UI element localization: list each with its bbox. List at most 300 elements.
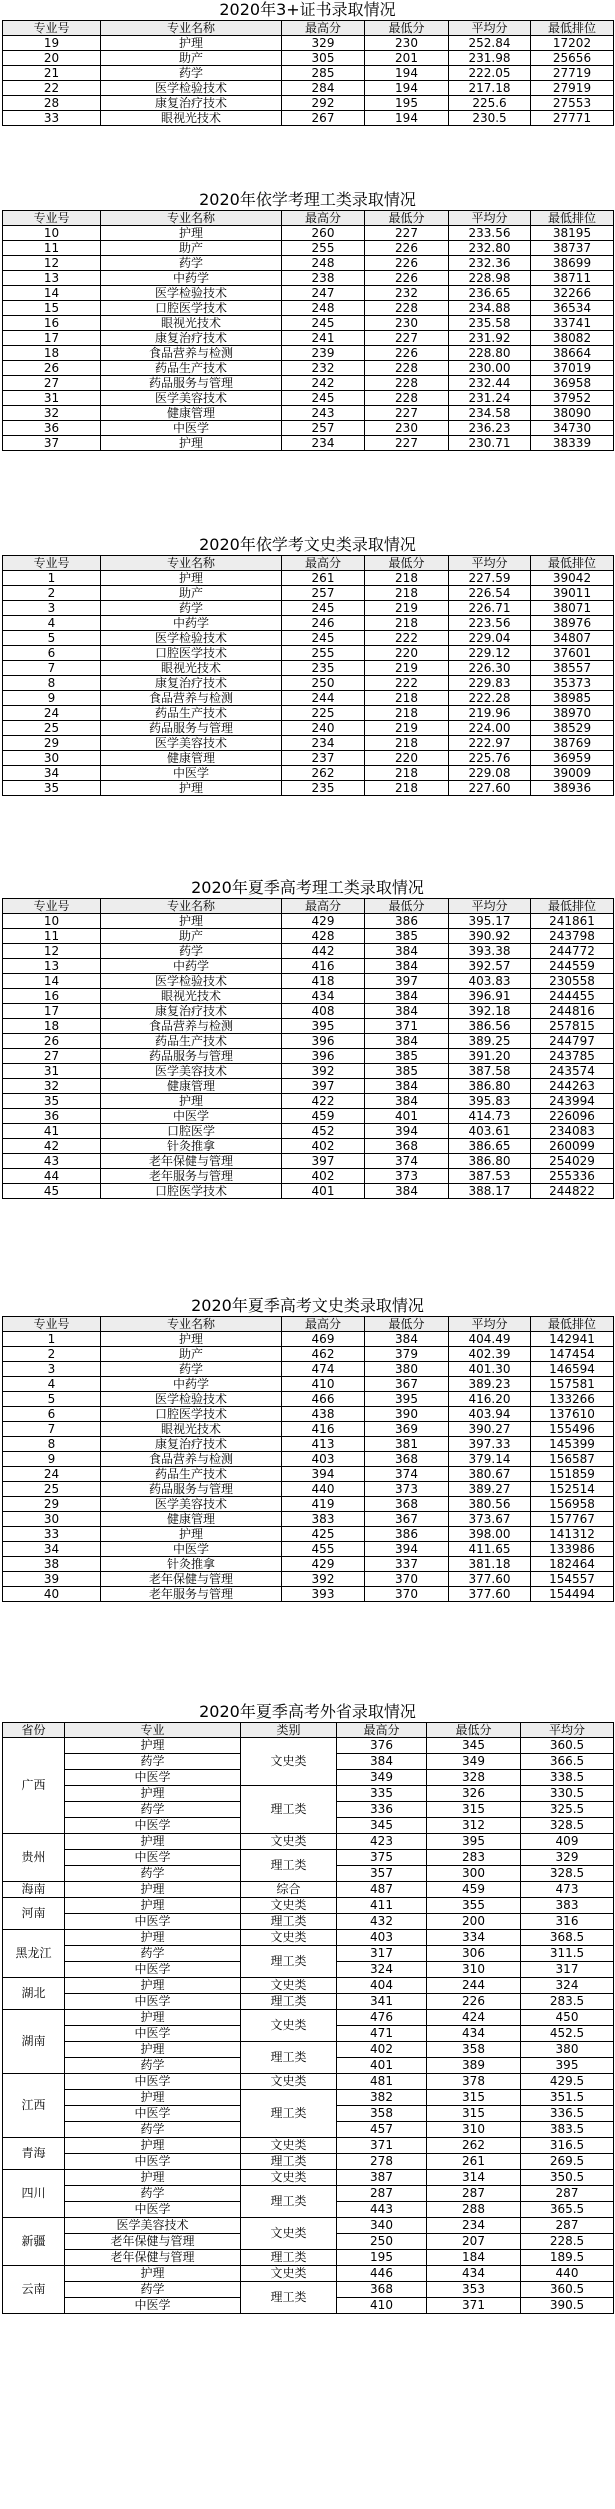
min-score-cell: 234 — [427, 2218, 521, 2234]
table-row — [3, 271, 614, 286]
min-score-cell: 434 — [427, 2026, 521, 2042]
table-cell: 133986 — [531, 1542, 614, 1557]
table-cell: 护理 — [101, 36, 282, 51]
table-cell: 245 — [282, 601, 365, 616]
table-cell: 389.25 — [449, 1034, 531, 1049]
avg-score-cell: 360.5 — [521, 2282, 614, 2298]
table-cell: 231.98 — [449, 51, 531, 66]
table-cell: 16 — [3, 989, 101, 1004]
table-cell: 389.27 — [449, 1482, 531, 1497]
avg-score-cell: 228.5 — [521, 2234, 614, 2250]
table-cell: 12 — [3, 944, 101, 959]
table-cell: 39 — [3, 1572, 101, 1587]
table-cell: 231.92 — [449, 331, 531, 346]
column-header: 最高分 — [282, 899, 365, 914]
table-cell: 244559 — [531, 959, 614, 974]
table-cell: 243798 — [531, 929, 614, 944]
table-cell: 36959 — [531, 751, 614, 766]
table-cell: 232.44 — [449, 376, 531, 391]
table-cell: 45 — [3, 1184, 101, 1199]
table-row — [3, 1482, 614, 1497]
table-cell: 404.49 — [449, 1332, 531, 1347]
table-cell: 药品服务与管理 — [101, 376, 282, 391]
table-cell: 227.59 — [449, 571, 531, 586]
max-score-cell: 336 — [337, 1802, 427, 1818]
table-cell: 244797 — [531, 1034, 614, 1049]
max-score-cell: 384 — [337, 1754, 427, 1770]
table-cell: 228 — [365, 301, 449, 316]
table-cell: 22 — [3, 81, 101, 96]
section-title: 2020年依学考文史类录取情况 — [199, 535, 416, 554]
table-cell: 418 — [282, 974, 365, 989]
table-row — [3, 2218, 614, 2234]
avg-score-cell: 366.5 — [521, 1754, 614, 1770]
table-cell: 220 — [365, 646, 449, 661]
min-score-cell: 389 — [427, 2058, 521, 2074]
column-header: 平均分 — [449, 211, 531, 226]
admission-table — [2, 1316, 614, 1602]
max-score-cell: 335 — [337, 1786, 427, 1802]
major-cell: 护理 — [65, 2010, 241, 2026]
table-cell: 36 — [3, 1109, 101, 1124]
table-cell: 247 — [282, 286, 365, 301]
table-cell: 228.80 — [449, 346, 531, 361]
table-cell: 381.18 — [449, 1557, 531, 1572]
table-cell: 373 — [365, 1169, 449, 1184]
table-cell: 429 — [282, 1557, 365, 1572]
table-cell: 护理 — [101, 1094, 282, 1109]
section-summer-arts — [2, 1296, 613, 1602]
table-cell: 381 — [365, 1437, 449, 1452]
major-cell: 中医学 — [65, 2154, 241, 2170]
table-cell: 30 — [3, 751, 101, 766]
table-cell: 37019 — [531, 361, 614, 376]
category-cell: 理工类 — [241, 1914, 337, 1930]
avg-score-cell: 316 — [521, 1914, 614, 1930]
table-cell: 药品服务与管理 — [101, 1049, 282, 1064]
table-cell: 27919 — [531, 81, 614, 96]
table-row — [3, 1034, 614, 1049]
table-cell: 25656 — [531, 51, 614, 66]
table-cell: 398.00 — [449, 1527, 531, 1542]
table-cell: 434 — [282, 989, 365, 1004]
table-cell: 226.71 — [449, 601, 531, 616]
table-cell: 中医学 — [101, 1109, 282, 1124]
table-cell: 医学美容技术 — [101, 1497, 282, 1512]
avg-score-cell: 450 — [521, 2010, 614, 2026]
table-cell: 229.08 — [449, 766, 531, 781]
table-cell: 218 — [365, 706, 449, 721]
min-score-cell: 200 — [427, 1914, 521, 1930]
table-cell: 6 — [3, 1407, 101, 1422]
min-score-cell: 328 — [427, 1770, 521, 1786]
table-cell: 27553 — [531, 96, 614, 111]
province-cell: 江西 — [3, 2074, 65, 2138]
section-title: 2020年夏季高考文史类录取情况 — [191, 1296, 424, 1315]
table-cell: 21 — [3, 66, 101, 81]
table-row — [3, 2282, 614, 2298]
table-row — [3, 406, 614, 421]
table-cell: 245 — [282, 631, 365, 646]
table-row — [3, 1978, 614, 1994]
avg-score-cell: 473 — [521, 1882, 614, 1898]
table-cell: 231.24 — [449, 391, 531, 406]
max-score-cell: 471 — [337, 2026, 427, 2042]
table-row — [3, 81, 614, 96]
table-cell: 38936 — [531, 781, 614, 796]
column-header: 专业号 — [3, 899, 101, 914]
min-score-cell: 315 — [427, 2090, 521, 2106]
table-cell: 380.56 — [449, 1497, 531, 1512]
table-row — [3, 2090, 614, 2106]
table-cell: 护理 — [101, 781, 282, 796]
table-cell: 助产 — [101, 241, 282, 256]
table-cell: 380 — [365, 1362, 449, 1377]
max-score-cell: 387 — [337, 2170, 427, 2186]
min-score-cell: 334 — [427, 1930, 521, 1946]
table-cell: 29 — [3, 1497, 101, 1512]
major-cell: 护理 — [65, 1834, 241, 1850]
table-cell: 440 — [282, 1482, 365, 1497]
table-cell: 5 — [3, 1392, 101, 1407]
max-score-cell: 371 — [337, 2138, 427, 2154]
min-score-cell: 378 — [427, 2074, 521, 2090]
table-row — [3, 1094, 614, 1109]
table-row — [3, 1467, 614, 1482]
category-cell: 理工类 — [241, 1850, 337, 1882]
table-cell: 13 — [3, 959, 101, 974]
major-cell: 护理 — [65, 1978, 241, 1994]
table-cell: 227.60 — [449, 781, 531, 796]
table-cell: 218 — [365, 691, 449, 706]
table-cell: 227 — [365, 436, 449, 451]
table-cell: 护理 — [101, 436, 282, 451]
table-cell: 药学 — [101, 601, 282, 616]
table-cell: 227 — [365, 331, 449, 346]
table-cell: 222 — [365, 676, 449, 691]
table-cell: 384 — [365, 1079, 449, 1094]
table-cell: 225 — [282, 706, 365, 721]
table-cell: 护理 — [101, 914, 282, 929]
table-cell: 379 — [365, 1347, 449, 1362]
min-score-cell: 424 — [427, 2010, 521, 2026]
table-cell: 255 — [282, 646, 365, 661]
max-score-cell: 411 — [337, 1898, 427, 1914]
category-cell: 文史类 — [241, 1978, 337, 1994]
table-row — [3, 36, 614, 51]
table-row — [3, 1049, 614, 1064]
column-header: 最低排位 — [531, 211, 614, 226]
max-score-cell: 457 — [337, 2122, 427, 2138]
table-row — [3, 1994, 614, 2010]
table-cell: 261 — [282, 571, 365, 586]
table-cell: 32 — [3, 1079, 101, 1094]
major-cell: 中医学 — [65, 1994, 241, 2010]
table-row — [3, 1332, 614, 1347]
table-cell: 226 — [365, 256, 449, 271]
table-row — [3, 1557, 614, 1572]
table-row — [3, 361, 614, 376]
table-cell: 11 — [3, 241, 101, 256]
table-cell: 医学检验技术 — [101, 81, 282, 96]
category-cell: 理工类 — [241, 2154, 337, 2170]
table-cell: 386.80 — [449, 1154, 531, 1169]
table-cell: 康复治疗技术 — [101, 1004, 282, 1019]
table-cell: 39011 — [531, 586, 614, 601]
column-header: 专业号 — [3, 21, 101, 36]
table-cell: 232.36 — [449, 256, 531, 271]
table-cell: 240 — [282, 721, 365, 736]
avg-score-cell: 395 — [521, 2058, 614, 2074]
category-cell: 文史类 — [241, 1738, 337, 1786]
category-cell: 理工类 — [241, 2042, 337, 2074]
table-cell: 口腔医学技术 — [101, 1184, 282, 1199]
table-cell: 411.65 — [449, 1542, 531, 1557]
table-cell: 药学 — [101, 944, 282, 959]
table-cell: 195 — [365, 96, 449, 111]
table-cell: 154557 — [531, 1572, 614, 1587]
table-row — [3, 661, 614, 676]
table-cell: 230 — [365, 36, 449, 51]
max-score-cell: 402 — [337, 2042, 427, 2058]
table-cell: 31 — [3, 391, 101, 406]
table-row — [3, 1377, 614, 1392]
column-header: 专业名称 — [101, 21, 282, 36]
avg-score-cell: 365.5 — [521, 2202, 614, 2218]
table-row — [3, 66, 614, 81]
column-header: 专业名称 — [101, 1317, 282, 1332]
table-cell: 377.60 — [449, 1572, 531, 1587]
max-score-cell: 349 — [337, 1770, 427, 1786]
table-cell: 386.80 — [449, 1079, 531, 1094]
table-cell: 260 — [282, 226, 365, 241]
table-cell: 408 — [282, 1004, 365, 1019]
table-cell: 469 — [282, 1332, 365, 1347]
table-cell: 219 — [365, 721, 449, 736]
table-cell: 226 — [365, 241, 449, 256]
table-cell: 27771 — [531, 111, 614, 126]
major-cell: 药学 — [65, 1866, 241, 1882]
table-cell: 201 — [365, 51, 449, 66]
avg-score-cell: 329 — [521, 1850, 614, 1866]
column-header: 专业号 — [3, 556, 101, 571]
major-cell: 护理 — [65, 2042, 241, 2058]
table-cell: 133266 — [531, 1392, 614, 1407]
major-cell: 药学 — [65, 2058, 241, 2074]
table-cell: 329 — [282, 36, 365, 51]
major-cell: 中医学 — [65, 2074, 241, 2090]
table-cell: 236.65 — [449, 286, 531, 301]
column-header: 专业名称 — [101, 211, 282, 226]
max-score-cell: 476 — [337, 2010, 427, 2026]
table-cell: 226 — [365, 346, 449, 361]
max-score-cell: 481 — [337, 2074, 427, 2090]
table-cell: 34 — [3, 1542, 101, 1557]
table-cell: 394 — [365, 1542, 449, 1557]
table-cell: 260099 — [531, 1139, 614, 1154]
major-cell: 老年保健与管理 — [65, 2234, 241, 2250]
table-row — [3, 2074, 614, 2090]
table-cell: 386.65 — [449, 1139, 531, 1154]
province-cell: 湖南 — [3, 2010, 65, 2074]
min-score-cell: 326 — [427, 1786, 521, 1802]
table-cell: 2 — [3, 1347, 101, 1362]
table-row — [3, 586, 614, 601]
table-cell: 药品服务与管理 — [101, 721, 282, 736]
column-header: 最低排位 — [531, 556, 614, 571]
column-header: 最高分 — [337, 1723, 427, 1738]
table-cell: 474 — [282, 1362, 365, 1377]
table-cell: 医学检验技术 — [101, 1392, 282, 1407]
table-cell: 12 — [3, 256, 101, 271]
table-row — [3, 376, 614, 391]
table-row — [3, 736, 614, 751]
table-cell: 218 — [365, 571, 449, 586]
table-cell: 244822 — [531, 1184, 614, 1199]
table-cell: 14 — [3, 974, 101, 989]
max-score-cell: 287 — [337, 2186, 427, 2202]
table-cell: 194 — [365, 81, 449, 96]
table-cell: 241 — [282, 331, 365, 346]
table-cell: 护理 — [101, 226, 282, 241]
max-score-cell: 278 — [337, 2154, 427, 2170]
major-cell: 中医学 — [65, 2106, 241, 2122]
table-row — [3, 1109, 614, 1124]
table-cell: 252.84 — [449, 36, 531, 51]
table-cell: 43 — [3, 1154, 101, 1169]
table-cell: 232.80 — [449, 241, 531, 256]
table-row — [3, 1738, 614, 1754]
table-row — [3, 1786, 614, 1802]
table-cell: 17202 — [531, 36, 614, 51]
min-score-cell: 310 — [427, 1962, 521, 1978]
table-row — [3, 691, 614, 706]
table-row — [3, 111, 614, 126]
min-score-cell: 283 — [427, 1850, 521, 1866]
table-cell: 234083 — [531, 1124, 614, 1139]
table-cell: 25 — [3, 721, 101, 736]
table-cell: 377.60 — [449, 1587, 531, 1602]
min-score-cell: 345 — [427, 1738, 521, 1754]
table-cell: 157767 — [531, 1512, 614, 1527]
table-cell: 24 — [3, 706, 101, 721]
table-cell: 药学 — [101, 66, 282, 81]
table-cell: 7 — [3, 661, 101, 676]
table-cell: 医学检验技术 — [101, 286, 282, 301]
table-cell: 383 — [282, 1512, 365, 1527]
admission-table — [2, 210, 614, 451]
table-cell: 226.54 — [449, 586, 531, 601]
table-cell: 41 — [3, 1124, 101, 1139]
table-cell: 20 — [3, 51, 101, 66]
table-cell: 2 — [3, 586, 101, 601]
table-cell: 药品服务与管理 — [101, 1482, 282, 1497]
table-cell: 医学美容技术 — [101, 1064, 282, 1079]
table-cell: 395.83 — [449, 1094, 531, 1109]
table-cell: 402.39 — [449, 1347, 531, 1362]
min-score-cell: 355 — [427, 1898, 521, 1914]
table-cell: 9 — [3, 691, 101, 706]
table-cell: 236.23 — [449, 421, 531, 436]
table-cell: 397 — [282, 1079, 365, 1094]
column-header: 最高分 — [282, 21, 365, 36]
table-cell: 口腔医学 — [101, 1124, 282, 1139]
table-cell: 38195 — [531, 226, 614, 241]
table-cell: 389.23 — [449, 1377, 531, 1392]
table-cell: 38090 — [531, 406, 614, 421]
table-row — [3, 1898, 614, 1914]
table-cell: 156587 — [531, 1452, 614, 1467]
table-cell: 222.97 — [449, 736, 531, 751]
table-row — [3, 721, 614, 736]
table-cell: 14 — [3, 286, 101, 301]
table-cell: 食品营养与检测 — [101, 346, 282, 361]
table-row — [3, 1154, 614, 1169]
section-title: 2020年夏季高考外省录取情况 — [199, 1702, 416, 1721]
major-cell: 药学 — [65, 1946, 241, 1962]
table-row — [3, 2266, 614, 2282]
min-score-cell: 261 — [427, 2154, 521, 2170]
table-cell: 38 — [3, 1557, 101, 1572]
table-row — [3, 226, 614, 241]
table-cell: 220 — [365, 751, 449, 766]
table-cell: 337 — [365, 1557, 449, 1572]
avg-score-cell: 409 — [521, 1834, 614, 1850]
avg-score-cell: 338.5 — [521, 1770, 614, 1786]
table-cell: 18 — [3, 346, 101, 361]
avg-score-cell: 317 — [521, 1962, 614, 1978]
table-cell: 396 — [282, 1049, 365, 1064]
table-cell: 452 — [282, 1124, 365, 1139]
major-cell: 中医学 — [65, 2026, 241, 2042]
table-cell: 368 — [365, 1139, 449, 1154]
table-cell: 33 — [3, 111, 101, 126]
table-cell: 中医学 — [101, 421, 282, 436]
max-score-cell: 375 — [337, 1850, 427, 1866]
table-cell: 392 — [282, 1572, 365, 1587]
table-cell: 194 — [365, 66, 449, 81]
column-header: 最低分 — [365, 21, 449, 36]
table-cell: 32266 — [531, 286, 614, 301]
column-header: 最高分 — [282, 1317, 365, 1332]
table-row — [3, 1169, 614, 1184]
table-cell: 397.33 — [449, 1437, 531, 1452]
table-cell: 141312 — [531, 1527, 614, 1542]
column-header: 平均分 — [449, 21, 531, 36]
table-cell: 口腔医学技术 — [101, 301, 282, 316]
table-row — [3, 1422, 614, 1437]
province-cell: 湖北 — [3, 1978, 65, 2010]
table-cell: 助产 — [101, 1347, 282, 1362]
table-cell: 康复治疗技术 — [101, 1437, 282, 1452]
table-cell: 36 — [3, 421, 101, 436]
table-cell: 37952 — [531, 391, 614, 406]
table-cell: 9 — [3, 1452, 101, 1467]
table-cell: 248 — [282, 301, 365, 316]
table-row — [3, 1850, 614, 1866]
table-cell: 食品营养与检测 — [101, 691, 282, 706]
table-cell: 373.67 — [449, 1512, 531, 1527]
table-row — [3, 974, 614, 989]
table-cell: 39042 — [531, 571, 614, 586]
table-cell: 医学检验技术 — [101, 631, 282, 646]
max-score-cell: 324 — [337, 1962, 427, 1978]
table-cell: 146594 — [531, 1362, 614, 1377]
table-cell: 药品生产技术 — [101, 706, 282, 721]
major-cell: 护理 — [65, 2090, 241, 2106]
category-cell: 理工类 — [241, 2282, 337, 2314]
table-cell: 3 — [3, 1362, 101, 1377]
